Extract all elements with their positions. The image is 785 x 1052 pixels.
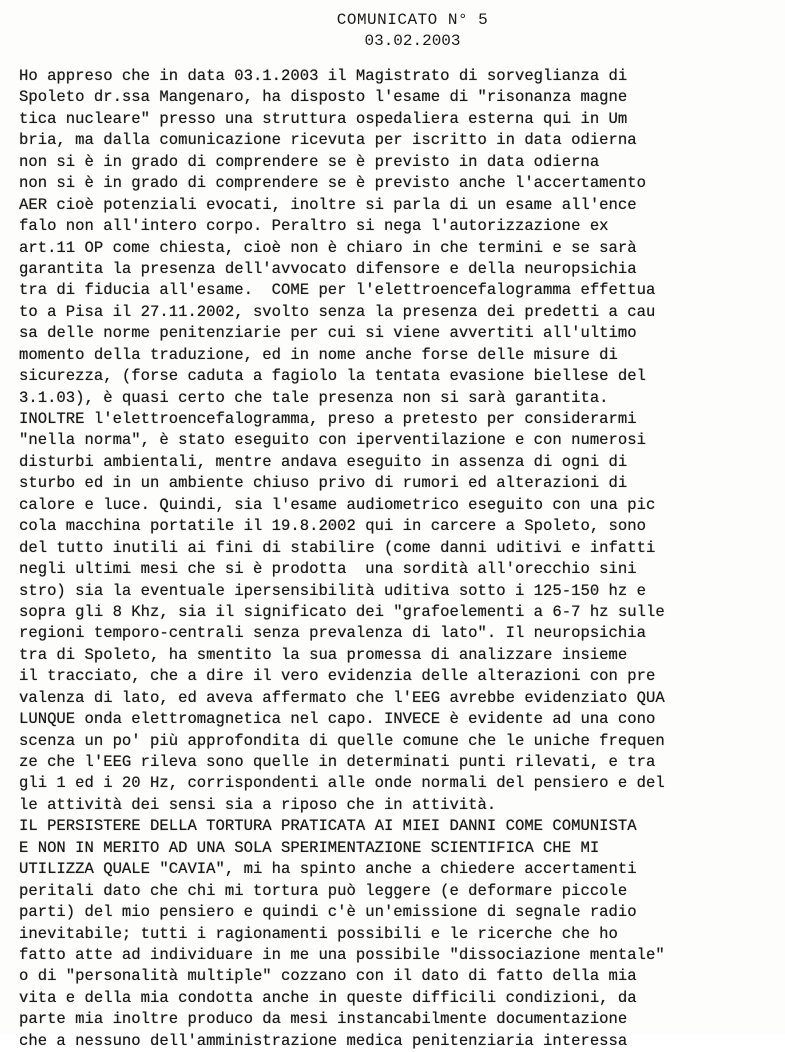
body-line: tra di fiducia all'esame. COME per l'elettroencefalogramma effettua — [19, 281, 656, 300]
body-line: che a nessuno dell'amministrazione medica penitenziaria interessa — [19, 1031, 628, 1050]
body-line: inevitabile; tutti i ragionamenti possibili e le ricerche che ho — [19, 924, 618, 943]
body-line: falo non all'intero corpo. Peraltro si nega l'autorizzazione ex — [19, 217, 609, 236]
body-line: parti) del mio pensiero e quindi c'è un'emissione di segnale radio — [19, 903, 637, 922]
body-line: le attività dei sensi sia a riposo che in attività. — [19, 795, 497, 814]
body-line: sa delle norme penitenziarie per cui si viene avvertiti all'ultimo — [19, 324, 637, 343]
body-line: to a Pisa il 27.11.2002, svolto senza la presenza dei predetti a cau — [19, 302, 656, 321]
body-line: sturbo ed in un ambiente chiuso privo di rumori ed alterazioni di — [19, 474, 628, 493]
body-line: tica nucleare" presso una struttura ospedaliera esterna qui in Um — [19, 109, 628, 128]
body-line: Spoleto dr.ssa Mangenaro, ha disposto l'esame di "risonanza magne — [19, 88, 628, 107]
body-line: UTILIZZA QUALE "CAVIA", mi ha spinto anche a chiedere accertamenti — [19, 860, 637, 879]
body-line: negli ultimi mesi che si è prodotta una sordità all'orecchio sini — [19, 560, 637, 579]
document-date: 03.02.2003 — [364, 32, 461, 50]
body-line: "nella norma", è stato eseguito con iperventilazione e con numerosi — [19, 431, 646, 450]
body-line: cola macchina portatile il 19.8.2002 qui in carcere a Spoleto, sono — [19, 517, 646, 536]
body-line: AER cioè potenziali evocati, inoltre si parla di un esame all'ence — [19, 195, 637, 214]
body-line: gli 1 ed i 20 Hz, corrispondenti alle onde normali del pensiero e del — [19, 774, 665, 793]
body-line: regioni temporo-centrali senza prevalenza di lato". Il neuropsichia — [19, 624, 646, 643]
body-line: tra di Spoleto, ha smentito la sua promessa di analizzare insieme — [19, 645, 628, 664]
body-line: parte mia inoltre produco da mesi instancabilmente documentazione — [19, 1010, 628, 1029]
body-line: il tracciato, che a dire il vero evidenzia delle alterazioni con pre — [19, 667, 656, 686]
document-body — [19, 66, 779, 1052]
document-title: COMUNICATO N° 5 — [336, 11, 489, 29]
body-line: scenza un po' più approfondita di quelle comune che le uniche frequen — [19, 731, 665, 750]
body-line: vita e della mia condotta anche in queste difficili condizioni, da — [19, 988, 637, 1007]
body-line: non si è in grado di comprendere se è previsto in data odierna — [19, 152, 600, 171]
body-line: garantita la presenza dell'avvocato difensore e della neuropsichia — [19, 259, 637, 278]
body-line: bria, ma dalla comunicazione ricevuta per iscritto in data odierna — [19, 131, 637, 150]
body-line: sopra gli 8 Khz, sia il significato dei "grafoelementi a 6-7 hz sulle — [19, 602, 665, 621]
body-line: calore e luce. Quindi, sia l'esame audiometrico eseguito con una pic — [19, 495, 656, 514]
body-line: non si è in grado di comprendere se è previsto anche l'accertamento — [19, 174, 646, 193]
body-line: Ho appreso che in data 03.1.2003 il Magistrato di sorveglianza di — [19, 67, 628, 85]
body-line: 3.1.03), è quasi certo che tale presenza non si sarà garantita. — [19, 388, 609, 407]
body-line: o di "personalità multiple" cozzano con il dato di fatto della mia — [19, 967, 637, 986]
document-header — [0, 10, 785, 52]
body-line: fatto atte ad individuare in me una possibile "dissociazione mentale" — [19, 945, 665, 964]
body-line: INOLTRE l'elettroencefalogramma, preso a pretesto per considerarmi — [19, 410, 637, 428]
body-line: sicurezza, (forse caduta a fagiolo la tentata evasione biellese del — [19, 367, 646, 386]
body-line: art.11 OP come chiesta, cioè non è chiaro in che termini e se sarà — [19, 238, 637, 257]
body-line: IL PERSISTERE DELLA TORTURA PRATICATA AI MIEI DANNI COME COMUNISTA — [19, 817, 637, 836]
body-line: E NON IN MERITO AD UNA SOLA SPERIMENTAZIONE SCIENTIFICA CHE MI — [19, 838, 600, 857]
body-line: ze che l'EEG rileva sono quelle in determinati punti rilevati, e tra — [19, 753, 656, 771]
body-line: stro) sia la eventuale ipersensibilità uditiva sotto i 125-150 hz e — [19, 581, 646, 600]
body-line: LUNQUE onda elettromagnetica nel capo. INVECE è evidente ad una cono — [19, 710, 656, 729]
body-line: valenza di lato, ed aveva affermato che l'EEG avrebbe evidenziato QUA — [19, 688, 665, 707]
body-line: momento della traduzione, ed in nome anche forse delle misure di — [19, 345, 618, 364]
body-line: disturbi ambientali, mentre andava eseguito in assenza di ogni di — [19, 452, 628, 471]
body-line: peritali dato che chi mi tortura può leggere (e deformare piccole — [19, 881, 628, 900]
body-line: del tutto inutili ai fini di stabilire (come danni uditivi e infatti — [19, 538, 656, 557]
